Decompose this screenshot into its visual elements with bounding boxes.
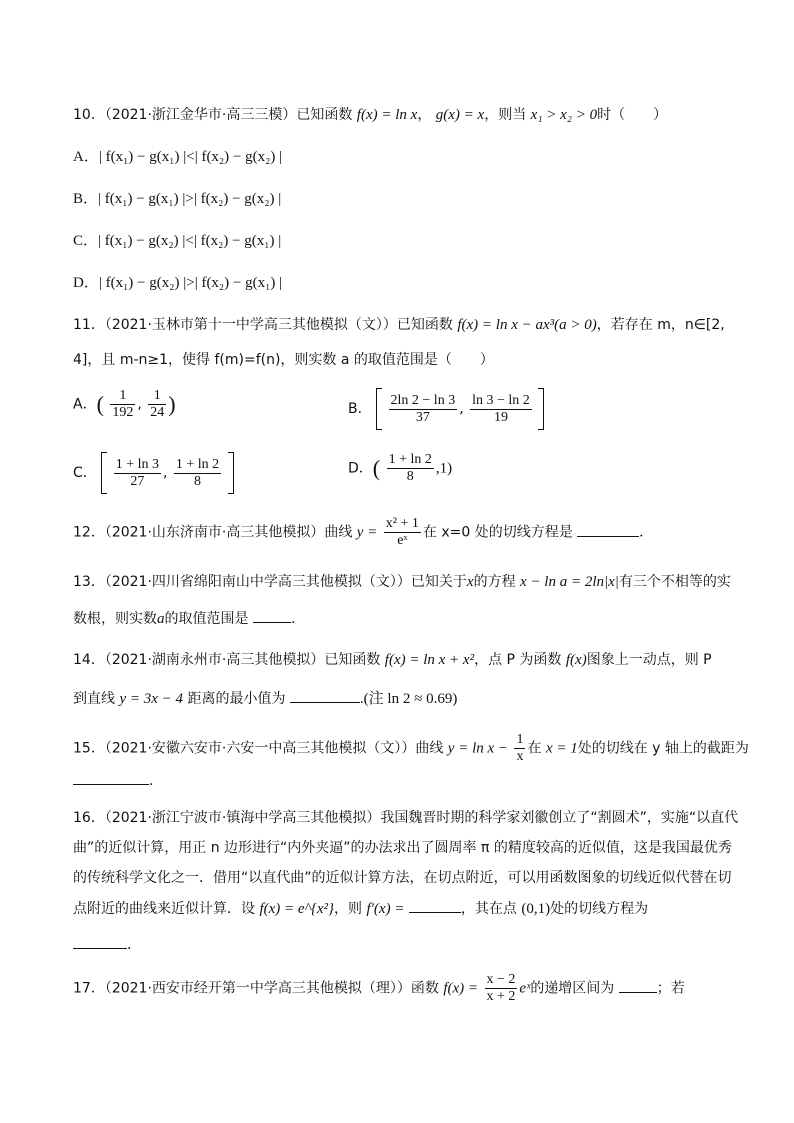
q16-func: f(x) = e^{x²}: [259, 901, 335, 917]
q16-answer-blank-2[interactable]: [73, 934, 127, 949]
q11-option-b: B． $\frac{2\ln 2 - \ln 3}{37}$ , $\frac{\ln 3 - \ln 2}{19}$: [348, 388, 544, 430]
left-bracket: [376, 388, 382, 430]
q16-line3: 的传统科学文化之一．借用“以直代曲”的近似计算方法，在切点附近，可以用函数图象的切线近似代替在切: [73, 870, 732, 886]
q11-b-frac2: $\frac{\ln 3 - \ln 2}{19}$: [472, 392, 530, 425]
q14-func: f(x) = ln x + x²: [384, 652, 475, 668]
q11-c-frac1: $\frac{1 + \ln 3}{27}$: [115, 456, 159, 489]
q11-option-d: D．( $\frac{1 + \ln 2}{8}$ ,1): [348, 452, 453, 484]
q17-answer-blank[interactable]: [619, 978, 657, 993]
q15-stem: 15．（2021·安徽六安市·六安一中高三其他模拟（文））曲线 y = ln x − $\frac{1}{x}$ 在 x = 1处的切线在 y 轴上的截距为: [73, 732, 749, 764]
q10-option-d: D．| f(x₁) − g(x₂) |>| f(x₂) − g(x₁) |: [73, 275, 283, 291]
q10-option-b: B．| f(x₁) − g(x₁) |>| f(x₂) − g(x₂) |: [73, 191, 282, 207]
q14-line-eq: y = 3x − 4: [119, 691, 184, 707]
q11-a-frac1: $\frac{1}{192}$: [112, 388, 134, 420]
q10-option-c: C．| f(x₁) − g(x₂) |<| f(x₂) − g(x₁) |: [73, 233, 282, 249]
q11-suffix: ，若存在 m，n∈[2,: [596, 317, 725, 333]
q14-stem-line2: 到直线 y = 3x − 4 距离的最小值为 .(注 ln 2 ≈ 0.69): [73, 688, 457, 709]
q11-prefix: 11．（2021·玉林市第十一中学高三其他模拟（文））已知函数: [73, 317, 453, 333]
q12-prefix: 12．（2021·山东济南市·高三其他模拟）曲线: [73, 524, 353, 541]
q17-stem: 17．（2021·西安市经开第一中学高三其他模拟（理））函数 f(x) = $\frac{x - 2}{x + 2}$ eˣ的递增区间为 ；若: [73, 972, 685, 1004]
q10-g-def: g(x) = x: [435, 107, 485, 123]
q13-answer-blank[interactable]: [253, 608, 291, 623]
q13-stem-line2: 数根，则实数a的取值范围是 ．: [73, 608, 305, 629]
q15-answer-line: .: [73, 770, 153, 791]
q11-stem-line2: 4]，且 m-n≥1，使得 f(m)=f(n)，则实数 a 的取值范围是（ ）: [73, 352, 494, 368]
q10-prefix: 10．（2021·浙江金华市·高三三模）已知函数: [73, 107, 353, 123]
q12-answer-blank[interactable]: [577, 522, 639, 537]
q17-frac: $\frac{x - 2}{x + 2}$: [486, 972, 516, 1004]
q11-option-a: A．( $\frac{1}{192}$ , $\frac{1}{24}$ ): [73, 388, 176, 420]
q16-line1: 16．（2021·浙江宁波市·镇海中学高三其他模拟）我国魏晋时期的科学家刘徽创立了“割圆术”，实施“以直代: [73, 810, 739, 826]
q12-frac: $\frac{\text{x² + 1}}{\text{eˣ}}$: [385, 516, 419, 548]
q15-frac: $\frac{1}{x}$: [516, 732, 524, 764]
q16-line4: 点附近的曲线来近似计算．设 f(x) = e^{x²}，则 f′(x) = ，其在点 (0,1)处的切线方程为: [73, 898, 648, 919]
q14-stem-line1: 14．（2021·湖南永州市·高三其他模拟）已知函数 f(x) = ln x + x²，点 P 为函数 f(x)图象上一动点，则 P: [73, 652, 712, 668]
q13-equation: x − ln a = 2ln|x|: [520, 574, 619, 590]
q12-suffix: 在 x=0 处的切线方程是: [422, 524, 573, 541]
q10-suffix: 时（ ）: [597, 107, 668, 123]
q15-answer-blank[interactable]: [73, 770, 149, 785]
q16-answer-line: ．: [73, 934, 141, 955]
q11-option-c: C． $\frac{1 + \ln 3}{27}$ , $\frac{1 + \ln 2}{8}$: [73, 452, 234, 494]
q12-stem: 12．（2021·山东济南市·高三其他模拟）曲线 y = $\frac{\text{x² + 1}}{\text{eˣ}}$ 在 x=0 处的切线方程是 ．: [73, 516, 654, 548]
q13-stem-line1: 13．（2021·四川省绵阳南山中学高三其他模拟（文））已知关于x的方程 x − ln a = 2ln|x|有三个不相等的实: [73, 574, 731, 590]
q11-func: f(x) = ln x − ax³(a > 0): [457, 317, 597, 333]
q10-mid: ，则当: [484, 107, 527, 123]
q10-option-a: A．| f(x₁) − g(x₁) |<| f(x₂) − g(x₂) |: [73, 149, 283, 165]
q10-stem: 10．（2021·浙江金华市·高三三模）已知函数 f(x) = ln x， g(x) = x，则当 x₁ > x₂ > 0时（ ）: [73, 107, 668, 123]
q16-line2: 曲”的近似计算，用正 n 边形进行“内外夹逼”的办法求出了圆周率 π 的精度较高的近似值，这是我国最优秀: [73, 840, 732, 856]
q11-b-frac1: $\frac{2\ln 2 - \ln 3}{37}$: [390, 392, 456, 425]
q11-d-frac: $\frac{1 + \ln 2}{8}$: [388, 452, 432, 484]
left-bracket: [101, 452, 107, 494]
q16-answer-blank-1[interactable]: [409, 898, 461, 913]
q11-c-frac2: $\frac{1 + \ln 2}{8}$: [175, 456, 220, 489]
q14-answer-blank[interactable]: [290, 688, 360, 703]
q11-stem-line1: [73, 315, 725, 335]
q11-a-frac2: $\frac{1}{24}$: [150, 388, 165, 420]
q10-f-def: f(x) = ln x: [356, 107, 418, 123]
right-bracket: [228, 452, 234, 494]
right-bracket: [538, 388, 544, 430]
q10-cond: x₁ > x₂ > 0: [530, 107, 598, 123]
